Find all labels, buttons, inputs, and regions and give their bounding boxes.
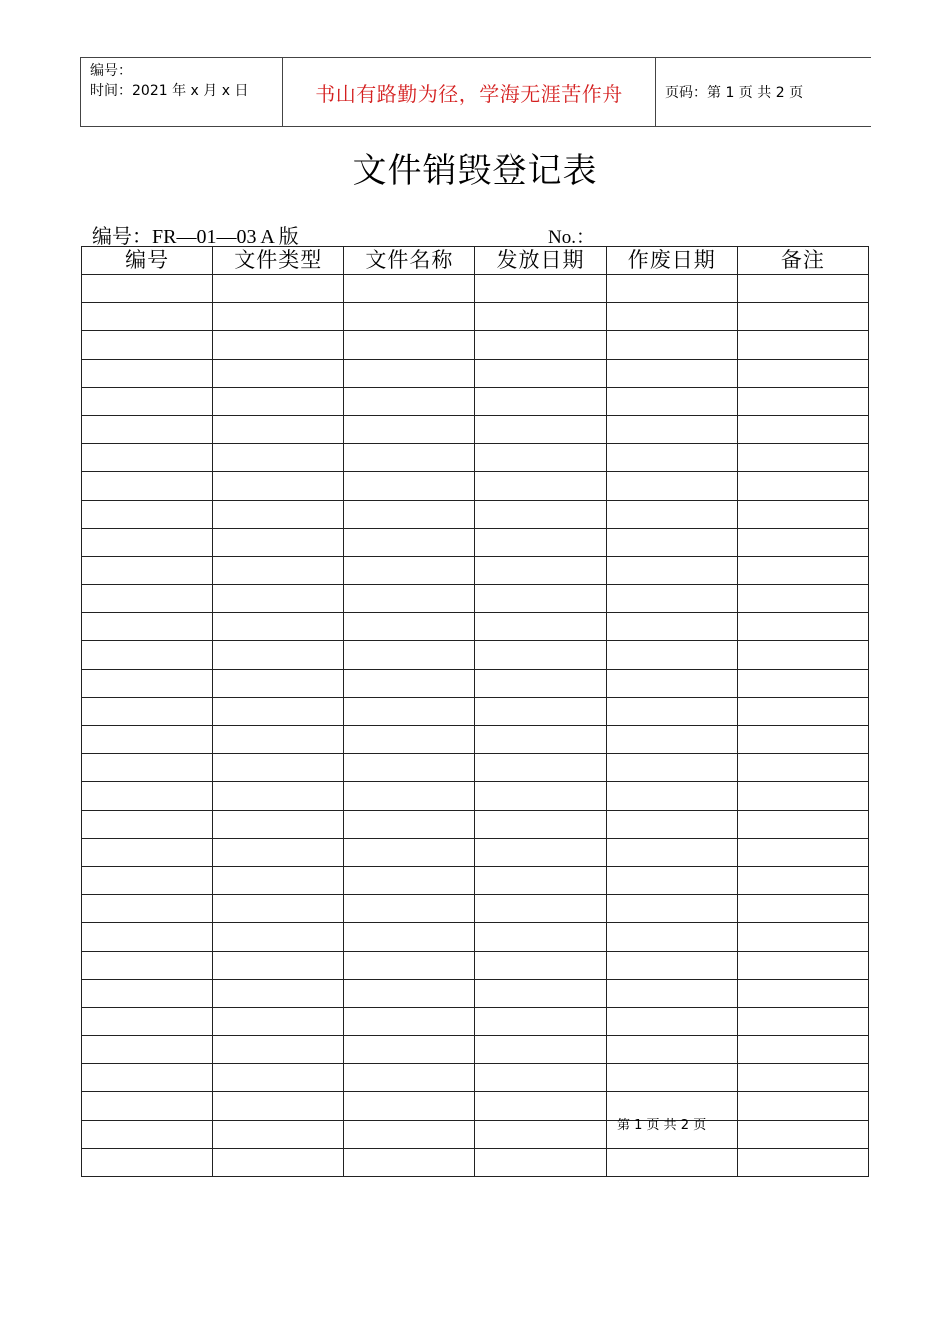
table-cell[interactable]	[213, 1036, 344, 1064]
column-header-void-date: 作废日期	[606, 247, 737, 275]
table-cell[interactable]	[475, 387, 606, 415]
header-page-cell	[656, 58, 871, 126]
table-cell[interactable]	[344, 923, 475, 951]
table-cell[interactable]	[606, 415, 737, 443]
table-cell[interactable]	[475, 838, 606, 866]
table-cell[interactable]	[213, 866, 344, 894]
table-cell[interactable]	[737, 275, 868, 303]
table-cell[interactable]	[737, 697, 868, 725]
table-cell[interactable]	[344, 1120, 475, 1148]
table-cell[interactable]	[606, 359, 737, 387]
table-row	[82, 782, 869, 810]
table-cell[interactable]	[475, 556, 606, 584]
table-cell[interactable]	[475, 923, 606, 951]
table-cell[interactable]	[82, 866, 213, 894]
table-row	[82, 331, 869, 359]
table-cell[interactable]	[606, 697, 737, 725]
table-cell[interactable]	[737, 472, 868, 500]
table-body	[82, 275, 869, 1177]
table-cell[interactable]	[82, 979, 213, 1007]
table-row	[82, 444, 869, 472]
table-cell[interactable]	[213, 782, 344, 810]
column-header-remarks: 备注	[737, 247, 868, 275]
table-cell[interactable]	[475, 500, 606, 528]
table-cell[interactable]	[213, 895, 344, 923]
table-cell[interactable]	[606, 1007, 737, 1035]
table-cell[interactable]	[344, 331, 475, 359]
table-cell[interactable]	[213, 472, 344, 500]
table-cell[interactable]	[82, 1064, 213, 1092]
table-row	[82, 359, 869, 387]
table-row	[82, 866, 869, 894]
table-cell[interactable]	[213, 810, 344, 838]
table-row	[82, 1120, 869, 1148]
table-cell[interactable]	[344, 951, 475, 979]
table-cell[interactable]	[475, 810, 606, 838]
table-row	[82, 726, 869, 754]
table-cell[interactable]	[213, 500, 344, 528]
table-row	[82, 275, 869, 303]
table-cell[interactable]	[475, 951, 606, 979]
table-cell[interactable]	[606, 726, 737, 754]
table-cell[interactable]	[606, 444, 737, 472]
table-cell[interactable]	[344, 556, 475, 584]
table-cell[interactable]	[344, 613, 475, 641]
table-cell[interactable]	[737, 585, 868, 613]
table-cell[interactable]	[737, 303, 868, 331]
table-cell[interactable]	[475, 726, 606, 754]
table-row	[82, 1007, 869, 1035]
table-row	[82, 669, 869, 697]
table-cell[interactable]	[82, 359, 213, 387]
table-row	[82, 641, 869, 669]
table-cell[interactable]	[606, 782, 737, 810]
table-cell[interactable]	[82, 303, 213, 331]
table-cell[interactable]	[213, 838, 344, 866]
table-cell[interactable]	[344, 697, 475, 725]
table-cell[interactable]	[344, 528, 475, 556]
table-row	[82, 1092, 869, 1120]
table-cell[interactable]	[213, 387, 344, 415]
table-cell[interactable]	[213, 331, 344, 359]
table-row	[82, 472, 869, 500]
table-cell[interactable]	[344, 415, 475, 443]
table-cell[interactable]	[344, 1148, 475, 1176]
table-cell[interactable]	[606, 1148, 737, 1176]
table-cell[interactable]	[82, 613, 213, 641]
table-cell[interactable]	[475, 1092, 606, 1120]
table-row	[82, 979, 869, 1007]
table-cell[interactable]	[82, 387, 213, 415]
table-cell[interactable]	[606, 613, 737, 641]
table-cell[interactable]	[737, 359, 868, 387]
table-row	[82, 923, 869, 951]
table-cell[interactable]	[213, 528, 344, 556]
table-cell[interactable]	[213, 669, 344, 697]
table-cell[interactable]	[475, 1148, 606, 1176]
table-cell[interactable]	[82, 1092, 213, 1120]
table-cell[interactable]	[344, 1007, 475, 1035]
table-cell[interactable]	[344, 303, 475, 331]
table-cell[interactable]	[344, 585, 475, 613]
table-cell[interactable]	[606, 472, 737, 500]
table-cell[interactable]	[82, 331, 213, 359]
table-cell[interactable]	[606, 895, 737, 923]
page-title: 文件销毁登记表	[352, 151, 598, 191]
table-cell[interactable]	[213, 444, 344, 472]
table-cell[interactable]	[344, 444, 475, 472]
table-cell[interactable]	[606, 585, 737, 613]
table-cell[interactable]	[213, 726, 344, 754]
table-cell[interactable]	[344, 472, 475, 500]
table-cell[interactable]	[344, 754, 475, 782]
table-cell[interactable]	[344, 500, 475, 528]
footer-page-note: 第 1 页 共 2 页	[617, 1118, 707, 1133]
table-cell[interactable]	[344, 275, 475, 303]
table-cell[interactable]	[606, 303, 737, 331]
table-cell[interactable]	[213, 1007, 344, 1035]
table-row	[82, 613, 869, 641]
table-cell[interactable]	[737, 951, 868, 979]
table-cell[interactable]	[213, 979, 344, 1007]
table-cell[interactable]	[737, 1036, 868, 1064]
table-cell[interactable]	[344, 810, 475, 838]
table-cell[interactable]	[475, 275, 606, 303]
header-motto: 书山有路勤为径，学海无涯苦作舟	[315, 82, 623, 106]
table-cell[interactable]	[82, 810, 213, 838]
table-cell[interactable]	[475, 1120, 606, 1148]
table-cell[interactable]	[344, 838, 475, 866]
table-row	[82, 556, 869, 584]
table-cell[interactable]	[475, 754, 606, 782]
table-cell[interactable]	[213, 754, 344, 782]
table-cell[interactable]	[606, 1036, 737, 1064]
table-cell[interactable]	[213, 1148, 344, 1176]
table-cell[interactable]	[82, 923, 213, 951]
table-cell[interactable]	[475, 359, 606, 387]
table-cell[interactable]	[82, 838, 213, 866]
table-cell[interactable]	[82, 669, 213, 697]
table-cell[interactable]	[82, 1120, 213, 1148]
table-cell[interactable]	[82, 782, 213, 810]
table-cell[interactable]	[475, 472, 606, 500]
table-cell[interactable]	[82, 275, 213, 303]
table-row	[82, 951, 869, 979]
table-cell[interactable]	[737, 387, 868, 415]
table-cell[interactable]	[82, 528, 213, 556]
table-cell[interactable]	[213, 275, 344, 303]
table-cell[interactable]	[606, 923, 737, 951]
table-cell[interactable]	[82, 472, 213, 500]
table-cell[interactable]	[213, 697, 344, 725]
table-cell[interactable]	[344, 1036, 475, 1064]
table-row	[82, 1064, 869, 1092]
table-cell[interactable]	[213, 923, 344, 951]
table-cell[interactable]	[475, 444, 606, 472]
table-cell[interactable]	[737, 979, 868, 1007]
table-cell[interactable]	[344, 669, 475, 697]
table-cell[interactable]	[606, 810, 737, 838]
table-cell[interactable]	[737, 613, 868, 641]
table-cell[interactable]	[213, 303, 344, 331]
table-cell[interactable]	[737, 1148, 868, 1176]
table-row	[82, 500, 869, 528]
column-header-issue-date: 发放日期	[475, 247, 606, 275]
table-cell[interactable]	[606, 528, 737, 556]
table-cell[interactable]	[213, 359, 344, 387]
table-cell[interactable]	[737, 641, 868, 669]
table-cell[interactable]	[737, 444, 868, 472]
table-cell[interactable]	[82, 500, 213, 528]
table-cell[interactable]	[475, 669, 606, 697]
table-cell[interactable]	[737, 754, 868, 782]
table-cell[interactable]	[737, 838, 868, 866]
table-cell[interactable]	[606, 838, 737, 866]
column-header-number: 编号	[82, 247, 213, 275]
table-header-row	[82, 247, 869, 275]
header-motto-cell	[283, 58, 656, 126]
register-table	[81, 246, 869, 1177]
column-header-doc-name: 文件名称	[344, 247, 475, 275]
table-cell[interactable]	[82, 726, 213, 754]
table-row	[82, 387, 869, 415]
table-cell[interactable]	[737, 1007, 868, 1035]
table-cell[interactable]	[344, 387, 475, 415]
header-meta-cell	[81, 58, 283, 126]
document-header	[80, 57, 871, 127]
table-cell[interactable]	[213, 556, 344, 584]
table-cell[interactable]	[606, 979, 737, 1007]
table-cell[interactable]	[82, 556, 213, 584]
table-row	[82, 810, 869, 838]
table-cell[interactable]	[82, 444, 213, 472]
table-cell[interactable]	[606, 331, 737, 359]
table-row	[82, 838, 869, 866]
table-row	[82, 585, 869, 613]
table-cell[interactable]	[344, 1092, 475, 1120]
table-cell[interactable]	[737, 1120, 868, 1148]
table-cell[interactable]	[606, 641, 737, 669]
header-page-info: 页码：第 1 页 共 2 页	[665, 85, 804, 101]
table-cell[interactable]	[737, 669, 868, 697]
table-cell[interactable]	[82, 415, 213, 443]
table-row	[82, 895, 869, 923]
table-cell[interactable]	[82, 754, 213, 782]
table-cell[interactable]	[737, 810, 868, 838]
table-cell[interactable]	[737, 415, 868, 443]
table-cell[interactable]	[82, 697, 213, 725]
table-cell[interactable]	[213, 641, 344, 669]
table-cell[interactable]	[606, 951, 737, 979]
table-cell[interactable]	[475, 585, 606, 613]
table-cell[interactable]	[213, 585, 344, 613]
table-cell[interactable]	[737, 895, 868, 923]
table-cell[interactable]	[475, 415, 606, 443]
table-row	[82, 697, 869, 725]
table-cell[interactable]	[737, 500, 868, 528]
table-cell[interactable]	[475, 866, 606, 894]
table-cell[interactable]	[475, 331, 606, 359]
table-cell[interactable]	[606, 387, 737, 415]
table-cell[interactable]	[737, 1092, 868, 1120]
table-cell[interactable]	[475, 1064, 606, 1092]
table-cell[interactable]	[606, 500, 737, 528]
table-cell[interactable]	[475, 613, 606, 641]
serial-label: No.：	[548, 227, 595, 248]
table-cell[interactable]	[344, 359, 475, 387]
table-cell[interactable]	[606, 556, 737, 584]
table-cell[interactable]	[213, 1064, 344, 1092]
table-cell[interactable]	[737, 528, 868, 556]
table-cell[interactable]	[213, 415, 344, 443]
table-cell[interactable]	[213, 1120, 344, 1148]
table-cell[interactable]	[82, 641, 213, 669]
table-cell[interactable]	[344, 895, 475, 923]
table-cell[interactable]	[475, 697, 606, 725]
table-cell[interactable]	[606, 669, 737, 697]
table-cell[interactable]	[475, 782, 606, 810]
table-cell[interactable]	[606, 866, 737, 894]
table-cell[interactable]	[606, 275, 737, 303]
table-cell[interactable]	[344, 641, 475, 669]
table-cell[interactable]	[475, 979, 606, 1007]
column-header-doc-type: 文件类型	[213, 247, 344, 275]
table-cell[interactable]	[475, 641, 606, 669]
table-cell[interactable]	[475, 1036, 606, 1064]
table-row	[82, 1036, 869, 1064]
table-cell[interactable]	[606, 1064, 737, 1092]
table-cell[interactable]	[475, 1007, 606, 1035]
table-cell[interactable]	[606, 754, 737, 782]
table-cell[interactable]	[737, 726, 868, 754]
table-row	[82, 1148, 869, 1176]
table-cell[interactable]	[344, 782, 475, 810]
table-row	[82, 754, 869, 782]
table-row	[82, 528, 869, 556]
table-cell[interactable]	[82, 1148, 213, 1176]
table-cell[interactable]	[344, 726, 475, 754]
table-cell[interactable]	[737, 331, 868, 359]
table-row	[82, 303, 869, 331]
table-cell[interactable]	[475, 528, 606, 556]
table-cell[interactable]	[737, 923, 868, 951]
table-cell[interactable]	[737, 782, 868, 810]
table-cell[interactable]	[213, 951, 344, 979]
table-cell[interactable]	[213, 1092, 344, 1120]
table-cell[interactable]	[82, 895, 213, 923]
table-cell[interactable]	[344, 866, 475, 894]
table-cell[interactable]	[82, 951, 213, 979]
table-cell[interactable]	[475, 895, 606, 923]
table-cell[interactable]	[82, 1036, 213, 1064]
table-cell[interactable]	[737, 866, 868, 894]
doc-number: 编号：FR—01—03 A 版	[92, 226, 299, 248]
table-cell[interactable]	[213, 613, 344, 641]
table-cell[interactable]	[737, 1064, 868, 1092]
table-cell[interactable]	[344, 979, 475, 1007]
table-cell[interactable]	[82, 1007, 213, 1035]
table-row	[82, 415, 869, 443]
table-cell[interactable]	[737, 556, 868, 584]
table-cell[interactable]	[344, 1064, 475, 1092]
header-time-label: 时间：2021 年 x 月 x 日	[90, 83, 249, 99]
table-cell[interactable]	[475, 303, 606, 331]
table-cell[interactable]	[82, 585, 213, 613]
header-number-label: 编号：	[90, 63, 132, 79]
